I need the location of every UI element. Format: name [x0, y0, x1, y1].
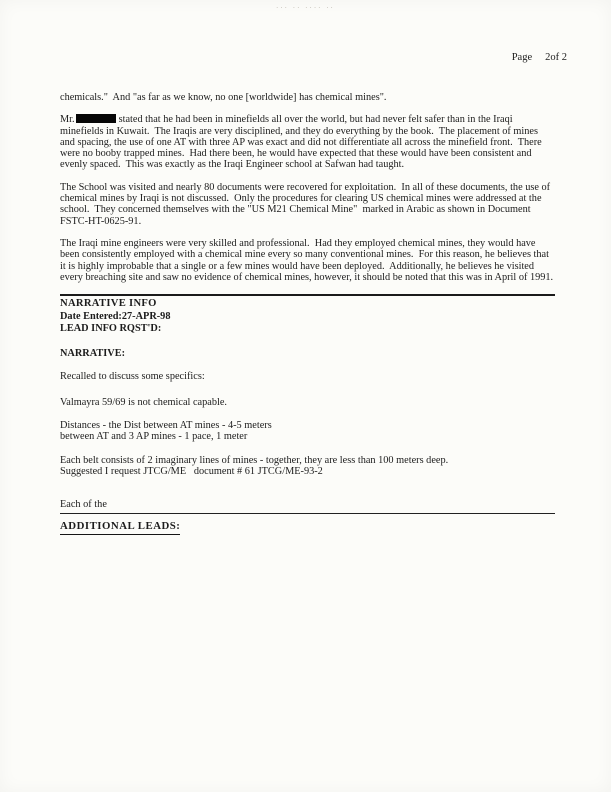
each-of-the-line: Each of the [60, 499, 107, 511]
date-entered-line: Date Entered:27-APR-98 [60, 311, 171, 323]
page-number [512, 52, 567, 63]
page-number-label: Page [511, 52, 533, 63]
belt-line-1: Each belt consists of 2 imaginary lines of mines - together, they are less than 100 meters deep. [60, 454, 449, 466]
paragraph-minefields-text: stated that he had been in minefields all over the world, but had never felt safer than in the Iraqi minefields in Kuwait. The Iraqis are very disciplined, and they do everything by the book. The placement of mines and spacing, the use of one AT with three AP was exact and did not differentiate all across the minefield front. There were no booby trapped mines. Had there been, he would have expected that these would have been consistent and evenly spaced. This was exactly as the Iraqi Engineer school at Safwan had taught. [60, 114, 545, 171]
redacted-name-prefix: Mr. [60, 114, 75, 126]
paragraph-mine-engineers: The Iraqi mine engineers were very skilled and professional. Had they employed chemical mines, they would have been consistently employed with a chemical mine every so many conventional mines. For this reason, he believes that it is highly improbable that a single or a few mines would have been deployed. Additionally, he believes he visited every breaching site and saw no evidence of chemical mines, however, it should be noted that this was in April of 1991. [60, 237, 554, 283]
narrative-info-section [60, 294, 555, 535]
paragraph-school-documents: The School was visited and nearly 80 documents were recovered for exploitation. In all of these documents, the use of chemical mines by Iraqi is not discussed. Only the procedures for clearing US chemical mines were addressed at the school. They concerned themselves with the "US M21 Chemical Mine" marked in Arabic as shown in Document FSTC-HT-0625-91. [60, 181, 553, 227]
distances-line-2: between AT and 3 AP mines - 1 pace, 1 meter [60, 431, 248, 443]
paragraph-minefields [60, 114, 555, 170]
paragraph-chemicals: chemicals." And "as far as we know, no one [worldwide] has chemical mines". [60, 92, 387, 103]
distances-line-1: Distances - the Dist between AT mines - 4-5 meters [60, 419, 272, 431]
belt-line-2: Suggested I request JTCG/ME document # 61 JTCG/ME-93-2 [60, 465, 323, 477]
recalled-line: Recalled to discuss some specifics: [60, 371, 205, 383]
redaction-box [76, 114, 116, 123]
additional-leads-heading: ADDITIONAL LEADS: [60, 521, 180, 534]
narrative-label: NARRATIVE: [60, 348, 126, 360]
page-number-value: 2of 2 [545, 52, 567, 63]
scan-artifact-marks: ··· ·· ···· ·· [276, 4, 335, 12]
valmayra-line: Valmayra 59/69 is not chemical capable. [60, 396, 227, 408]
document-body [60, 92, 555, 535]
lead-info-line: LEAD INFO RQST'D: [60, 322, 162, 334]
narrative-info-heading: NARRATIVE INFO [60, 298, 157, 310]
